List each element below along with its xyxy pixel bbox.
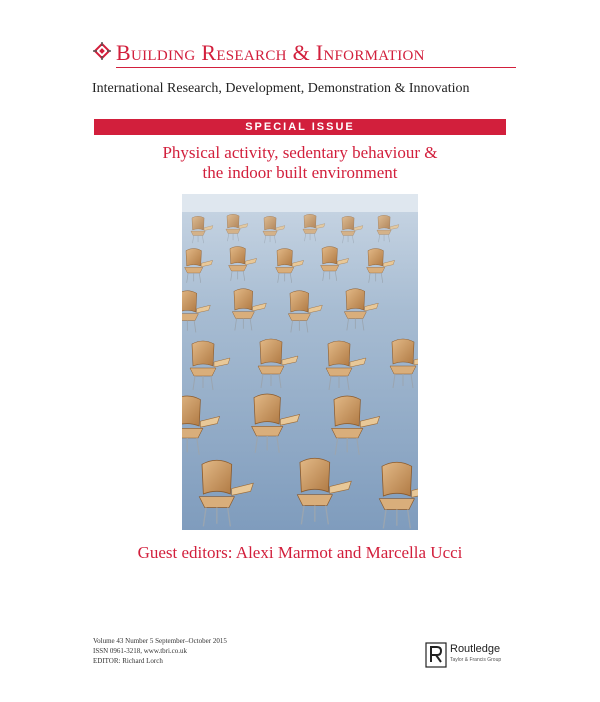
journal-subtitle: International Research, Development, Demonstration & Innovation bbox=[92, 81, 470, 96]
publisher-logo bbox=[425, 642, 525, 670]
chairs-illustration bbox=[182, 194, 418, 530]
issn-line: ISSN 0961-3218, www.tbri.co.uk bbox=[93, 647, 188, 655]
publisher-name: Routledge bbox=[450, 643, 501, 655]
editor-line: EDITOR: Richard Lorch bbox=[93, 657, 163, 665]
title-divider bbox=[116, 67, 516, 68]
special-issue-title-line1: Physical activity, sedentary behaviour & bbox=[162, 143, 438, 162]
guest-editors: Guest editors: Alexi Marmot and Marcella Ucci bbox=[137, 543, 463, 562]
special-issue-title-line2: the indoor built environment bbox=[202, 163, 398, 182]
diamond-knot-icon bbox=[91, 40, 113, 62]
special-issue-banner: SPECIAL ISSUE bbox=[94, 119, 506, 135]
journal-title: Building Research & Information bbox=[116, 40, 425, 65]
routledge-r-icon bbox=[425, 642, 447, 668]
issue-info bbox=[93, 636, 227, 666]
volume-line: Volume 43 Number 5 September–October 2015 bbox=[93, 637, 227, 645]
special-issue-title bbox=[94, 143, 506, 183]
lecture-chairs-photo bbox=[182, 194, 418, 530]
publisher-tagline: Taylor & Francis Group bbox=[450, 657, 502, 663]
